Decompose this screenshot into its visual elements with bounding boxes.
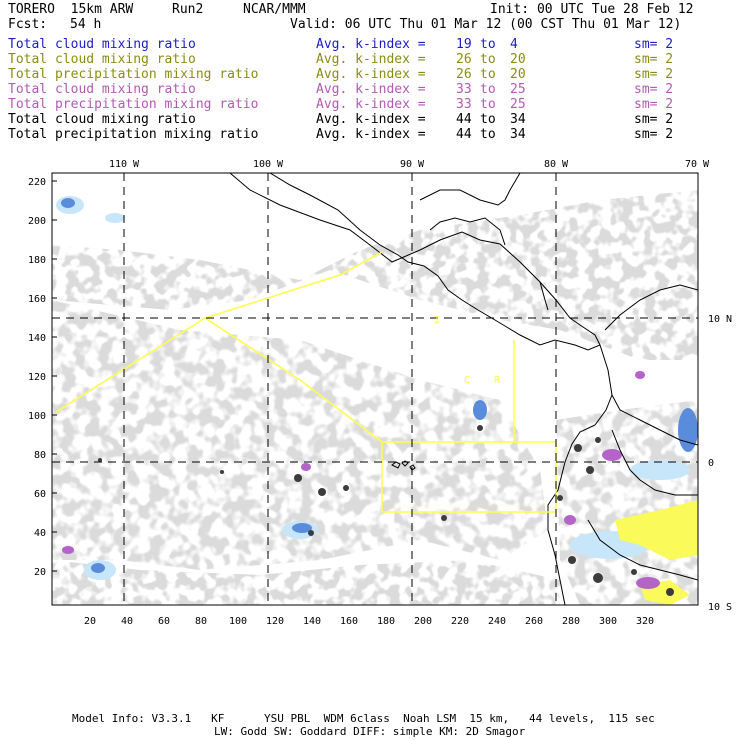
legend-sm: sm= 2: [634, 52, 674, 67]
legend-from: 26: [456, 52, 472, 67]
legend-sm: sm= 2: [634, 97, 674, 112]
legend-sm: sm= 2: [634, 127, 674, 142]
x-tick: 260: [524, 616, 544, 627]
legend-field: Total precipitation mixing ratio: [8, 127, 259, 142]
y-tick: 180: [27, 255, 46, 266]
y-tick: 80: [33, 450, 46, 461]
legend-to: 34: [510, 127, 526, 142]
legend-field: Total cloud mixing ratio: [8, 112, 196, 127]
region-label-r: R: [494, 375, 501, 386]
legend-from: 19: [456, 37, 472, 52]
legend-row: [8, 112, 728, 127]
legend-sm: sm= 2: [634, 67, 674, 82]
legend-row: [8, 37, 728, 52]
legend-sm: sm= 2: [634, 112, 674, 127]
physics-info: LW: Godd SW: Goddard DIFF: simple KM: 2D Smagor: [214, 725, 526, 738]
legend-to-word: to: [480, 97, 496, 112]
x-tick: 40: [120, 616, 134, 627]
x-tick: 60: [157, 616, 171, 627]
legend-to: 34: [510, 112, 526, 127]
legend-kindex-label: Avg. k-index =: [316, 52, 426, 67]
legend-to: 25: [510, 97, 526, 112]
legend-field: Total cloud mixing ratio: [8, 52, 196, 67]
y-tick: 100: [27, 411, 46, 422]
lat-label: 10 N: [708, 314, 733, 325]
legend-kindex-label: Avg. k-index =: [316, 37, 426, 52]
x-tick: 200: [413, 616, 433, 627]
run-label: Run2: [172, 2, 204, 17]
legend-field: Total precipitation mixing ratio: [8, 97, 259, 112]
forecast-map: [0, 150, 740, 627]
x-tick: 160: [339, 616, 359, 627]
x-tick: 180: [376, 616, 396, 627]
legend-to: 4: [510, 37, 518, 52]
forecast-hours: 54 h: [70, 17, 102, 32]
model-name: TORERO 15km ARW: [8, 2, 134, 17]
lon-label: 110 W: [108, 159, 140, 170]
y-tick: 40: [33, 528, 46, 539]
valid-time: Valid: 06 UTC Thu 01 Mar 12 (00 CST Thu 01 Mar 12): [290, 17, 682, 32]
lat-label: 0: [708, 458, 715, 469]
y-tick: 60: [33, 489, 46, 500]
y-tick: 20: [33, 567, 46, 578]
x-tick: 20: [83, 616, 97, 627]
x-tick: 140: [302, 616, 322, 627]
blue-patch: [61, 198, 75, 208]
lon-label: 100 W: [252, 159, 284, 170]
legend-from: 33: [456, 97, 472, 112]
lon-label: 80 W: [543, 159, 569, 170]
legend-row: [8, 52, 728, 67]
y-tick: 160: [27, 294, 46, 305]
legend-kindex-label: Avg. k-index =: [316, 112, 426, 127]
legend-field: Total cloud mixing ratio: [8, 37, 196, 52]
legend-sm: sm= 2: [634, 82, 674, 97]
legend-row: [8, 67, 728, 82]
legend-from: 44: [456, 112, 472, 127]
y-tick: 220: [27, 177, 46, 188]
purple-patch: [602, 449, 622, 461]
x-tick: 240: [487, 616, 507, 627]
legend-sm: sm= 2: [634, 37, 674, 52]
legend-to-word: to: [480, 127, 496, 142]
init-time: Init: 00 UTC Tue 28 Feb 12: [490, 2, 694, 17]
legend-to-word: to: [480, 52, 496, 67]
legend-to-word: to: [480, 112, 496, 127]
x-tick: 320: [635, 616, 655, 627]
legend-to: 25: [510, 82, 526, 97]
y-tick: 200: [27, 216, 46, 227]
forecast-label: Fcst:: [8, 17, 48, 32]
legend-from: 26: [456, 67, 472, 82]
x-tick: 100: [228, 616, 248, 627]
model-info: Model Info: V3.3.1 KF YSU PBL WDM 6class Noah LSM 15 km, 44 levels, 115 sec: [72, 712, 655, 725]
region-label-c: C: [464, 375, 471, 386]
legend-from: 33: [456, 82, 472, 97]
legend-field: Total cloud mixing ratio: [8, 82, 196, 97]
legend-kindex-label: Avg. k-index =: [316, 127, 426, 142]
y-tick: 140: [27, 333, 46, 344]
x-tick: 80: [194, 616, 208, 627]
legend-to-word: to: [480, 67, 496, 82]
legend-row: [8, 127, 728, 142]
legend-field: Total precipitation mixing ratio: [8, 67, 259, 82]
legend-to-word: to: [480, 37, 496, 52]
legend-to: 20: [510, 52, 526, 67]
legend-kindex-label: Avg. k-index =: [316, 82, 426, 97]
x-tick: 300: [598, 616, 618, 627]
x-tick: 220: [450, 616, 470, 627]
lon-label: 90 W: [399, 159, 425, 170]
organization: NCAR/MMM: [243, 2, 306, 17]
x-tick: 280: [561, 616, 581, 627]
legend-to: 20: [510, 67, 526, 82]
legend-to-word: to: [480, 82, 496, 97]
y-tick: 120: [27, 372, 46, 383]
legend-from: 44: [456, 127, 472, 142]
lon-label: 70 W: [684, 159, 710, 170]
legend-kindex-label: Avg. k-index =: [316, 97, 426, 112]
legend-row: [8, 97, 728, 112]
legend-row: [8, 82, 728, 97]
lat-label: 10 S: [708, 602, 733, 613]
legend-kindex-label: Avg. k-index =: [316, 67, 426, 82]
region-label-i: I: [434, 315, 441, 326]
x-tick: 120: [265, 616, 285, 627]
